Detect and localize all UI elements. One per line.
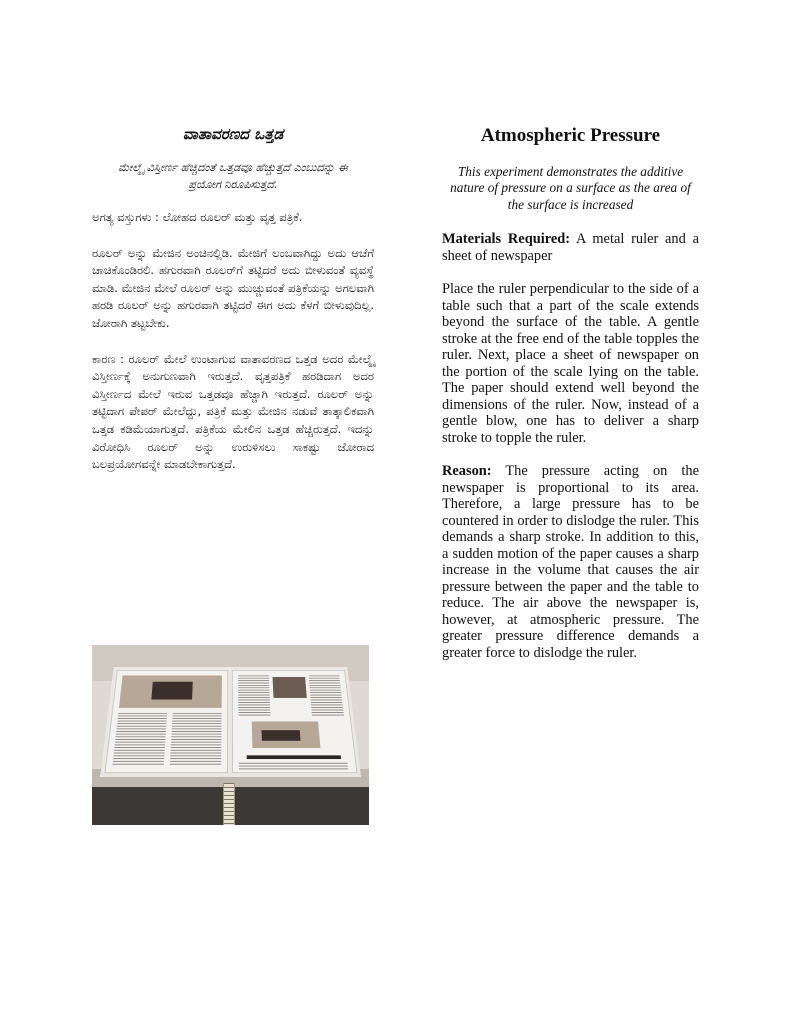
materials-text: A metal ruler and a sheet of newspaper bbox=[442, 231, 699, 264]
experiment-photo bbox=[92, 645, 369, 825]
english-subtitle: This experiment demonstrates the additive nature of pressure on a surface as the area of the surface is increased bbox=[450, 164, 691, 212]
kannada-title: ವಾತಾವರಣದ ಒತ್ತಡ bbox=[182, 125, 284, 143]
newspaper-text-block bbox=[238, 675, 270, 716]
english-reason bbox=[442, 463, 699, 661]
newspaper-photo-subject bbox=[262, 730, 301, 741]
english-procedure: Place the ruler perpendicular to the side of a table such that a part of the scale extends beyond the surface of the table. A gentle stroke at the free end of the table topples the ruler. Next, place a sheet of newspaper on the portion of the scale lying on the table. The paper should extend well beyond the dimensions of the ruler. Now, instead of a gentle blow, one has to deliver a sharp stroke to topple the ruler. bbox=[442, 281, 699, 446]
newspaper-text-block bbox=[170, 713, 222, 767]
english-title: Atmospheric Pressure bbox=[480, 125, 661, 146]
materials-label: Materials Required: bbox=[442, 231, 571, 248]
newspaper-right-page bbox=[232, 670, 358, 773]
kannada-reason: ಕಾರಣ : ರೂಲರ್ ಮೇಲೆ ಉಂಟಾಗುವ ವಾತಾವರಣದ ಒತ್ತಡ ಅದರ ಮೇಲ್ಮೈ ವಿಸ್ತೀರ್ಣಕ್ಕೆ ಅನುಗುಣವಾಗಿ ಇರುತ್ತದೆ. ವೃತ್ತಪತ್ರಿಕೆ ಹರಡಿದಾಗ ಅದರ ವಿಸ್ತೀರ್ಣದ ಮೇಲೆ ಇರುವ ಒತ್ತಡವೂ ಹೆಚ್ಚಾಗಿ ಇರುತ್ತದೆ. ರೂಲರ್ ಅನ್ನು ತಟ್ಟಿದಾಗ ಪೇಪರ್ ಮೇಲೆದ್ದು, ಪತ್ರಿಕೆ ಮತ್ತು ಮೇಜಿನ ನಡುವೆ ತಾತ್ಕಾಲಿಕವಾಗಿ ಒತ್ತಡ ಕಡಿಮೆಯಾಗುತ್ತದೆ. ಪತ್ರಿಕೆಯ ಮೇಲಿನ ಒತ್ತಡ ಹೆಚ್ಚಿರುತ್ತದೆ. ಇದನ್ನು ವಿರೋಧಿಸಿ ರೂಲರ್ ಅನ್ನು ಉರುಳಿಸಲು ಸಾಕಷ್ಟು ಜೋರಾದ ಬಲಪ್ರಯೋಗವನ್ನೇ ಮಾಡಬೇಕಾಗುತ್ತದೆ. bbox=[92, 351, 374, 472]
kannada-materials: ಅಗತ್ಯ ವಸ್ತುಗಳು : ಲೋಹದ ರೂಲರ್ ಮತ್ತು ವೃತ್ತ ಪತ್ರಿಕೆ. bbox=[92, 210, 303, 224]
kannada-procedure: ರೂಲರ್ ಅನ್ನು ಮೇಜಿನ ಅಂಚಿನಲ್ಲಿಡಿ. ಮೇಜಿಗೆ ಲಂಬವಾಗಿದ್ದು ಅದು ಆಚೆಗೆ ಚಾಚಿಕೊಂಡಿರಲಿ. ಹಗುರವಾಗಿ ರೂಲರ್‌ಗೆ ತಟ್ಟಿದರೆ ಅದು ಬೀಳುವಂತೆ ವ್ಯವಸ್ಥೆ ಮಾಡಿ. ಮೇಜಿನ ಮೇಲೆ ರೂಲರ್ ಅನ್ನು ಮುಚ್ಚುವಂತೆ ಪತ್ರಿಕೆಯನ್ನು ಅಗಲವಾಗಿ ಹರಡಿ ರೂಲರ್ ಅನ್ನು ಹಗುರವಾಗಿ ತಟ್ಟಿದರೆ ಈಗ ಅದು ಕೆಳಗೆ ಬೀಳುವುದಿಲ್ಲ. ಜೋರಾಗಿ ತಟ್ಟಬೇಕು. bbox=[92, 245, 374, 330]
english-column bbox=[442, 125, 699, 678]
newspaper-photo-subject bbox=[151, 682, 192, 700]
reason-text: The pressure acting on the newspaper is proportional to its area. Therefore, a large pressure has to be countered in order to dislodge the ruler. This demands a sharp stroke. In addition to this, a sudden motion of the paper causes a sharp increase in the volume that causes the air pressure between the paper and the table to reduce. The air above the newspaper is, however, at atmospheric pressure. The greater pressure difference demands a greater force to dislodge the ruler. bbox=[442, 463, 699, 661]
newspaper-left-page bbox=[104, 670, 228, 773]
english-materials bbox=[442, 231, 699, 264]
newspaper-text-block bbox=[239, 763, 348, 771]
newspaper-text-block bbox=[112, 713, 167, 767]
newspaper-sheet bbox=[100, 667, 361, 777]
kannada-subtitle: ಮೇಲ್ಮೈ ವಿಸ್ತೀರ್ಣ ಹೆಚ್ಚಿದಂತೆ ಒತ್ತಡವೂ ಹೆಚ್ಚುತ್ತದೆ ಎಂಬುದನ್ನು ಈ ಪ್ರಯೋಗ ನಿರೂಪಿಸುತ್ತದೆ. bbox=[118, 161, 348, 191]
newspaper-photo bbox=[273, 677, 307, 698]
kannada-column bbox=[92, 125, 374, 492]
newspaper-headline bbox=[247, 755, 341, 759]
reason-label: Reason: bbox=[442, 463, 492, 480]
newspaper-text-block bbox=[309, 675, 344, 716]
metal-ruler bbox=[223, 783, 235, 825]
